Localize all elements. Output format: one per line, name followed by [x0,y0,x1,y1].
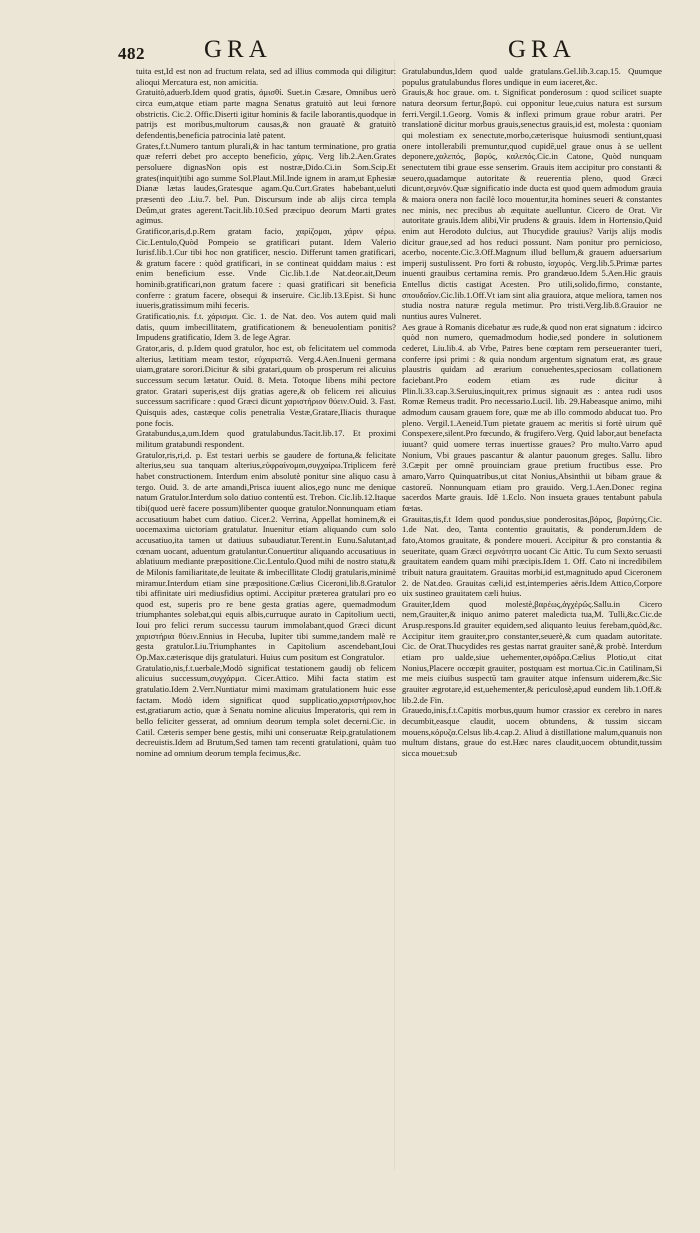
entry-gratificatio: Gratificatio,nis. f.t. χάρισμα. Cic. 1. de Nat. deo. Vos autem quid mali datis, quum imbecillitatem, gratificationem & beneuolentiam ponitis? Impudens gratificatio, Idem 3. de lege Agrar. [136,311,396,343]
entry-gratuito: Gratuitò,aduerb.Idem quod gratis, ἀμισθί. Suet.in Cæsare, Omnibus uerò circa eum,atque etiam parte magna Senatus gratuitò aut leui fœnore obstrictis. Cic.2. Offic.Diserti igitur hominis & facile laborantis,quodque in patrijs est moribus,multorum causas,& non grauatè & gratuitò defendentis,beneficia patrocinia latè patent. [136,87,396,140]
entry-gratulabundus: Gratulabundus,Idem quod ualde gratulans.Gel.lib.3.cap.15. Quumque populus gratulabundus flores undique in eum iaceret,&c. [402,66,662,87]
entry-gratuita-continued: tuita est,Id est non ad fructum relata, sed ad illius commoda qui diligitur: alioqui Mercatura est, non amicitia. [136,66,396,87]
entry-grator: Grator,aris, d. p.Idem quod gratulor, hoc est, ob felicitatem uel commoda alterius, lætitiam meam testor, εὐχαριστῶ. Verg.4.Aen.Inueni germana uiam,gratare sorori.Dicitur & sibi gratari,quum ob prosperum rei alicuius successum secum lætatur. Ouid. 8. Meta. Totoque libens mihi pectore grator. Gratari superis,est dijs gratias agere,& ob felicem rei alicuius successum sacrificare : quod Græci dicunt χαριστήριον θύειν.Ouid. 3. Fast. Quisquis ades, castæque colis penetralia Vestæ,Gratare,Iliacis thuraque pone focis. [136,343,396,428]
right-column [402,66,662,759]
running-head-right: GRA [508,36,576,63]
running-head-left: GRA [204,36,272,63]
entry-grates: Grates,f.t.Numero tantum plurali,& in hac tantum terminatione, pro gratia quæ referri debet pro accepto beneficio, χάρις. Verg lib.2.Aen.Grates persoluere dignasNon opis est nostræ,Dido.Ci.in Som.Scip.Et grates(inquit)tibi ago summe Sol.Plaut.Mil.Inde ignem in aram,ut Ephesiæ Dianæ lætas laudes,Gratesque agam.Qu.Curt.Grates habebant,ueluti præsenti deo .Liu.7. bel. Pun. Discursum inde ab alijs circa templa Deûm,ut grates agerent.Tacit.lib.10.Sed præcipuo deorum Marti grates agimus. [136,140,396,226]
entry-grauedo: Grauedo,inis,f.t.Capitis morbus,quum humor crassior ex cerebro in nares decumbit,easque claudit, uocem obtundens, & tussim siccam mouens,κόρυζα.Celsus lib.4.cap.2. Aliud à distillatione malum,quanuis non multum distans, graue do est.Hæc nares claudit,uocem obtundit,tussim sicca mouet:sub [402,705,662,758]
entry-grauis: Grauis,& hoc graue. om. t. Significat ponderosum : quod scilicet suapte natura deorsum fertur,βαρύ. cui opponitur leue,cuius natura est sursum ferri.Vergil.1.Georg. Vomis & inflexi primum graue robur aratri. Per translationē dicitur morbus grauis,senectus grauis,id est, molesta : quoniam qui molestiam ex senectute,morbo,cæterisque huiusmodi sentiunt,quasi onere intollerabili premuntur,quod cupidē,uel graue onus à se uellent deponere,χαλεπός, βαρύς, καλεπός.Cic.in Catone, Quòd nunquam senectutem tibi graue esse senserim. Grauis item accipitur pro constanti & seuero,quadamque autoritate & reuerentia pleno, quod Græci dicunt,σεμνόν.Quæ significatio inde ducta est quod quem admodum grauia & maiora onera non facilè loco mouentur,ita homines seueri & constantes nec minis, nec precibus ab æquitate auelluntur. Cicero de Orat. Vir autoritate grauis.Idem alibi,Vir prudens & grauis. Idem in Hortensio,Quid enim aut Herodoto dulcius, aut Thucydide grauius? Varijs alijs modis dicitur graue,sed ad hos reduci possunt. Nam ponitur pro pernicioso, acerbo, nocente.Cic.3.Off.Magnum illud bellum,& grauem aduersarium imperij sustulissent. Pro forti & robusto, ἰσχυρός. Verg.lib.5.Primæ partes inuenti grauibus certamina remis. Pro grandæuo.Idem 5.Aen.Hic grauis Entellus dictis castigat Acesten. Pro utili,solido,firmo, constante, σπουδαῖον.Cic.lib.1.Off.Vt iam sint alia grauiora, atque meliora, tamen nos studia nostra naturæ regula metimur. Pro tristi.Verg.lib.8.Grauior ne nuntius aures Vulneret. [402,87,662,322]
entry-gratificor: Gratificor,aris,d.p.Rem gratam facio, χαρίζομαι, χάριν φέρω. Cic.Lentulo,Quòd Pompeio se gratificari putant. Idem Valerio Iurisf.lib.1.Cur tibi hoc non gratificer, nescio. Differunt tamen gratificari, & gratum facere : quòd gratificari, in se contineat quiddam maius : est enim beneficium esse. Vnde Cic.lib.1.de Nat.deor.ait,Deum hominib.gratificari,non gratum facere : quasi gratificari sit beneficia conferre : gratum facere, obsequi & inseruire. Cic.lib.13.Epist. Si hunc iuueris,gratissimum mihi feceris. [136,225,396,311]
left-column [136,66,396,759]
entry-gratulatio: Gratulatio,nis,f.t.uerbale,Modò significat testationem gaudij ob felicem alicuius successum,συγχάρμα. Cicer.Attico. Mihi facta statim est gratulatio.Idem 2.Verr.Nuntiatur mimi maximam gratulationem huic esse factam. Modò idem significat quod supplicatio,χαριστήριον,hoc est,gratiarum actio, quæ à Senatu nomine alicuius Imperatoris, qui rem in bello feliciter gesserat, ad omnium deorum templa solet decerni.Cic. in Catil. Cæteris semper bene gestis, mihi uni conseruatæ Reip.gratulationem decreuistis.Idem ad Brutum,Sed tamen tam recenti gratulationi, quàm tuo nomine ad omnium deorum templa fecimus,&c. [136,662,396,758]
page-number: 482 [118,44,145,63]
entry-gratabundus: Gratabundus,a,um.Idem quod gratulabundus.Tacit.lib.17. Et proximi militum gratabundi respondent. [136,428,396,449]
column-gutter [394,60,395,1170]
entry-grauitas: Grauitas,tis,f.t Idem quod pondus,siue ponderositas,βάρος, βαρύτης.Cic. 1.de Nat. deo, Tanta contentio grauitatis, & ponderum.Idem de fato,Atomos grauitate, & pondere moueri. Accipitur & pro constantia & seueritate, quam Græci σεμνότητα uocant Cic Attic. Tu cum Sexto seruasti grauitatem eandem quam mihi præcipis.Idem 1. Off. Cato ni incredibilem tribuit natura grauitatem. Grauitas morbi,id est,magnitudo apud Ciceronem 2. de Nat.deo. Grauitas cæli,id est,intemperies aëris.Idem Attico,Corpore uix sustineo grauitatem cæli huius. [402,513,662,599]
entry-aes-graue: Aes graue à Romanis dicebatur æs rude,& quod non erat signatum : idcirco quòd non numero, quemadmodum hodie,sed pondere in solutionem cederet, Liu.lib.4. ab Vrbe, Patres bene cœptam rem perseueranter tueri, conferre ipsi primi : & quia nondum argentum signatum erat, æs graue plaustris quidam ad ærarium conuehentes,speciosam collationem faciebant.Pro eodem etiam æs rude dicitur à Plin.li.33.cap.3.Seruius,inquit,rex primus signauit æs : antea rudi usos Romæ Remeus tradit. Pro necessario.Lucil. lib. 29.Habeasque animo, mihi admodum causam grauem fore, quæ me ab illo commodo abducat tuo. Pro pleno. Vergil.1.Aeneid.Tum pietate grauem ac meritis si fortè uirum quē Conspexere,silent.Pro fœcundo, & frugifero.Verg. Quid labor,aut benefacta iuuant? quid uomere terras inuertisse graues? Pro multo.Varro apud Nonium, Vbi graues pascantur & alantur pauonum greges. Sallu. libro 3.Cæpit per omnē prouinciam graue pretium fructibus esse. Pro amaro,Varro Quinquatribus,ut citat Nonius,Absinthii ut bibam graue & castoreū. Nonnunquam etiam pro grauido. Verg.1.Aen.Donec regina sacerdos Marte grauis. Idē 1.Eclo. Non insueta graues tentabunt pabula fœtas. [402,321,662,513]
entry-gratulor: Gratulor,ris,ri,d. p. Est testari uerbis se gaudere de fortuna,& felicitate alterius,seu sua tanquam alterius,εὐφραίνομαι,συγχαίρω.Triplicem ferè habet constructionem. Interdum enim absolutè ponitur sine aliquo casu à tergo. Ouid. 3. de arte amandi,Prisca iuuent alios,ego nunc me denique natum Gratulor.Interdum solo datiuo contentū est. Trebon. Cic.lib.12.Itaque tibi(quod uerè facere possum)libenter quoque gratulor.Nonnunquam etiam accusatiuum habet cum datiuo. Cicer.2. Verrina, Appellat hominem,& ei uocemaxima uictoriam gratulatur. Inuenitur etiam aliquando cum solo accusatiuo,ita tamen ut datiuus subaudiatur.Terent.in Eunu.Salutant,ad cœnam uocant, aduentum gratulantur.Conuertitur aliquando accusatiuus in ablatiuum mediante præpositione.Cic.Lentulo.Quod mihi de nostro statu,& de Milonis familiaritate,de leuitate & imbecillitate Clodij gratularis,minimè miramur.Interdum etiam sine præpositione.Cælius Ciceroni,lib.8.Gratulor tibi affinitate uiri mediusfidius optimi. Accipitur præterea gratulari pro eo quod est, superis pro re bene gesta gratias agere, quemadmodum triumphantes solebat,qui equis albis,curruque aurato in Capitolium uecti, Ioui pro felici rerum successu taurum immolabant,quod Græci dicunt χαριστήρια θύειν.Ennius in Hecuba, Iupiter tibi summe,tandem malè re gesta gratulor.Liu.Triumphantes in Capitolium ascendebant,Ioui Op.Max.cæterisque dijs gratulaturi. Huius cum positum est Congratulor. [136,449,396,663]
entry-grauiter: Grauiter,Idem quod molestè,βαρέως,ἀγχέρῶς.Sallu.in Cicero nem,Grauiter,& iniquo animo pateret maledicta tua,M. Tulli,&c.Cic.de Arusp.respons.Id grauiter equidem,sed aliquanto leuius ferebam,quòd,&c. Accipitur item grauiter,pro constanter,seuerè,& cum quadam autoritate. Cic. de Orat.Thucydides res gestas narrat grauiter sanè,& probè. Interdum etiam pro ualde,siue uehementer,σφόδρα.Cælius Plotio,ut citat Nonius,Placere occœpit grauiter, postquam est mortua.Cic.in Catilinam,Si me meis ciuibus suspectū tam grauiter atque infensum uiderem,&c.Sic grauiter ægrotare,id est,uehementer,& periculosè,apud eundem lib.1.Off.& lib.2.de Fin. [402,598,662,705]
